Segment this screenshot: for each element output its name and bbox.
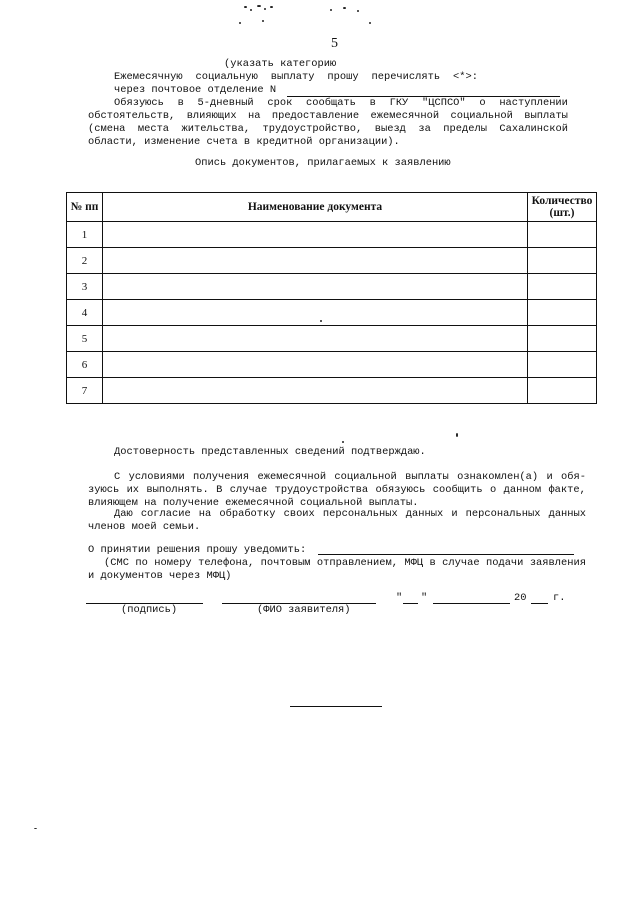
table-row [67,352,597,378]
date-year-field[interactable] [531,603,548,604]
footnote-separator [290,706,382,707]
scan-artifact [343,7,346,9]
document-name-cell[interactable] [103,300,528,326]
row-number: 1 [67,222,103,248]
consent-line-2: членов моей семьи. [88,521,201,533]
notify-label: О принятии решения прошу уведомить: [88,544,307,556]
documents-table [66,192,597,404]
category-hint: (указать категорию [224,58,337,70]
row-number: 7 [67,378,103,404]
date-day-field[interactable] [403,603,418,604]
inventory-title: Опись документов, прилагаемых к заявлению [195,157,451,169]
quantity-cell[interactable] [528,248,597,274]
date-quote-open: " [396,592,403,604]
scan-artifact [34,828,37,829]
quantity-cell[interactable] [528,326,597,352]
table-row [67,248,597,274]
scan-artifact [369,22,371,24]
table-header-row [67,193,597,222]
scan-artifact [250,9,252,11]
column-header-name: Наименование документа [103,193,528,222]
payment-line: Ежемесячную социальную выплату прошу перечислять <*>: [114,71,478,83]
quantity-cell[interactable] [528,352,597,378]
quantity-cell[interactable] [528,222,597,248]
row-number: 2 [67,248,103,274]
scan-artifact [357,10,359,12]
scan-artifact [264,8,266,10]
conditions-line-1: С условиями получения ежемесячной социальной выплаты ознакомлен(а) и обя- [114,471,586,483]
scan-artifact [244,6,247,8]
row-number: 6 [67,352,103,378]
date-quote-close: " [421,592,428,604]
document-name-cell[interactable] [103,326,528,352]
obligation-line-3: (смена места жительства, трудоустройство, выезд за пределы Сахалинской [88,123,568,135]
consent-line-1: Даю согласие на обработку своих персональных данных и персональных данных [114,508,586,520]
scan-artifact [262,20,264,22]
date-year-suffix: г. [553,592,566,604]
obligation-line-1: Обязуюсь в 5-дневный срок сообщать в ГКУ "ЦСПСО" о наступлении [114,97,568,109]
scan-artifact [270,6,273,8]
column-header-qty: Количество (шт.) [528,193,597,222]
document-name-cell[interactable] [103,274,528,300]
scan-artifact [320,320,322,322]
document-name-cell[interactable] [103,248,528,274]
page-number: 5 [331,36,338,51]
column-header-num: № пп [67,193,103,222]
table-row [67,274,597,300]
scan-artifact [330,9,332,11]
date-year-prefix: 20 [514,592,527,604]
table-row [67,326,597,352]
row-number: 3 [67,274,103,300]
table-row [67,222,597,248]
table-row [67,378,597,404]
conditions-line-3: влияющем на получение ежемесячной социальной выплаты. [88,497,419,509]
scan-artifact [257,5,261,7]
notify-hint-line-1: (СМС по номеру телефона, почтовым отправлением, МФЦ в случае подачи заявления [104,557,586,569]
signature-label: (подпись) [121,604,178,616]
notify-field[interactable] [318,554,574,555]
post-office-label: через почтовое отделение N [114,84,277,96]
quantity-cell[interactable] [528,274,597,300]
scan-artifact [342,441,344,443]
document-name-cell[interactable] [103,378,528,404]
date-month-field[interactable] [433,603,510,604]
table-row [67,300,597,326]
quantity-cell[interactable] [528,300,597,326]
confirmation-text: Достоверность представленных сведений подтверждаю. [114,446,426,458]
row-number: 4 [67,300,103,326]
fio-label: (ФИО заявителя) [257,604,351,616]
conditions-line-2: зуюсь их выполнять. В случае трудоустройства обязуюсь сообщить о данном факте, [88,484,586,496]
scan-artifact [239,22,241,24]
notify-hint-line-2: и документов через МФЦ) [88,570,232,582]
row-number: 5 [67,326,103,352]
document-name-cell[interactable] [103,352,528,378]
scan-artifact [456,433,458,437]
document-name-cell[interactable] [103,222,528,248]
obligation-line-2: обстоятельств, влияющих на предоставление ежемесячной социальной выплаты [88,110,568,122]
obligation-line-4: области, изменение счета в кредитной организации). [88,136,400,148]
quantity-cell[interactable] [528,378,597,404]
